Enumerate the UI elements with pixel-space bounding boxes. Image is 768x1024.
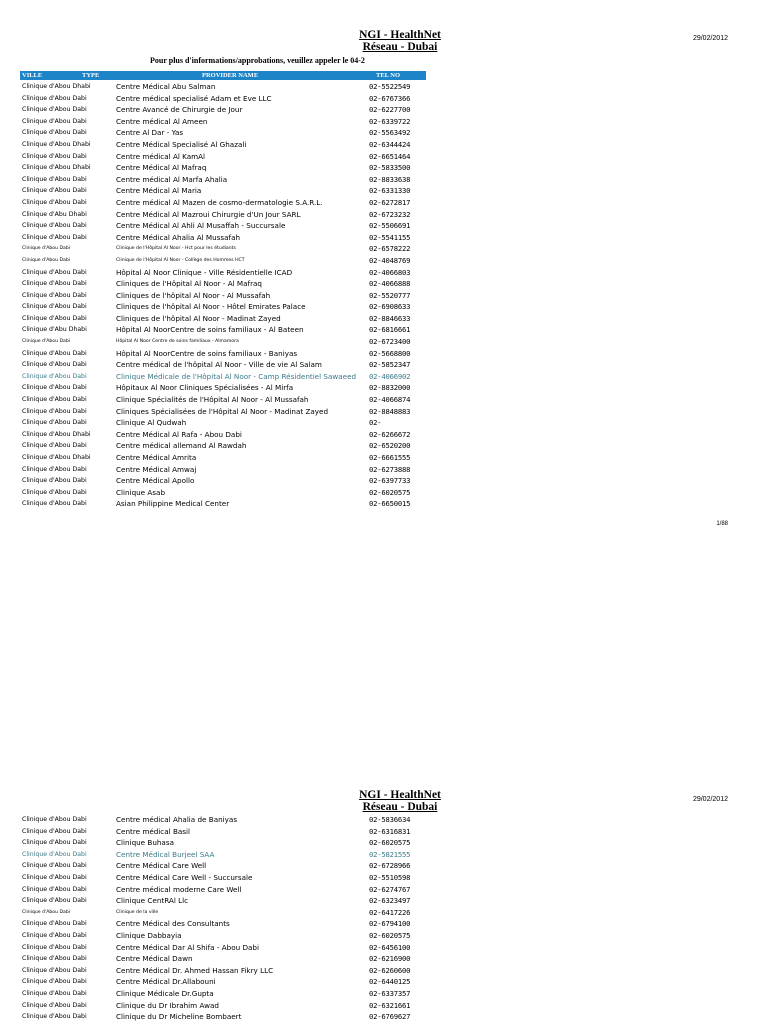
cell-city: Clinique d'Abou Dabi xyxy=(22,187,87,195)
cell-city: Clinique d'Abou Dabi xyxy=(22,349,87,357)
title-line-1: NGI - HealthNet xyxy=(359,29,441,41)
cell-city: Clinique d'Abou Dabi xyxy=(22,978,87,986)
document-date: 29/02/2012 xyxy=(692,35,728,42)
cell-tel: 02-6227700 xyxy=(369,105,411,115)
table-row xyxy=(0,953,768,965)
cell-tel: 02-6769627 xyxy=(369,1012,411,1022)
cell-city: Clinique d'Abou Dabi xyxy=(22,943,87,951)
cell-tel: 02-6650015 xyxy=(369,499,411,509)
cell-tel: 02-4048769 xyxy=(369,255,411,265)
cell-city: Clinique d'Abou Dabi xyxy=(22,1013,87,1021)
cell-city: Clinique d'Abou Dabi xyxy=(22,106,87,114)
table-row xyxy=(0,336,768,348)
cell-provider-name: Clinique du Dr Micheline Bombaert xyxy=(116,1012,242,1022)
cell-provider-name: Clinique Asab xyxy=(116,487,166,497)
table-row xyxy=(0,232,768,244)
cell-city: Clinique d'Abou Dhabi xyxy=(22,83,91,90)
cell-city: Clinique d'Abou Dabi xyxy=(22,152,87,160)
title-line-2: Réseau - Dubai xyxy=(362,41,438,53)
table-row xyxy=(0,498,768,510)
cell-provider-name: Centre médical Al KamAl xyxy=(116,151,206,161)
cell-tel: 02-6520200 xyxy=(369,441,411,451)
cell-provider-name: Centre Médical Al Maria xyxy=(116,186,202,196)
cell-city: Clinique d'Abou Dabi xyxy=(22,477,87,485)
cell-city: Clinique d'Abou Dabi xyxy=(22,372,87,380)
table-row xyxy=(0,1000,768,1012)
cell-tel: 02-4066902 xyxy=(369,371,411,381)
cell-provider-name: Centre médical allemand Al Rawdah xyxy=(116,441,247,451)
document-title xyxy=(300,789,500,813)
table-row xyxy=(0,267,768,279)
cell-city: Clinique d'Abou Dabi xyxy=(22,94,87,102)
cell-provider-name: Centre médical Al Mazen de cosmo-dermatologie S.A.R.L. xyxy=(116,197,323,207)
cell-tel: 02-6020575 xyxy=(369,838,411,848)
cell-provider-name: Clinique de l'Hôpital Al Noor - Collège des Hommes HCT xyxy=(116,257,245,263)
cell-provider-name: Centre Médical Dr. Ahmed Hassan Fikry LLC xyxy=(116,965,274,975)
cell-provider-name: Centre Médical Dawn xyxy=(116,954,193,964)
cell-tel: 02-6417226 xyxy=(369,907,411,917)
cell-tel: 02-6020575 xyxy=(369,487,411,497)
cell-provider-name: Cliniques de l'hôpital Al Noor - Al Mussafah xyxy=(116,290,271,300)
cell-city: Clinique d'Abou Dabi xyxy=(22,419,87,427)
cell-provider-name: Centre Médical Specialisé Al Ghazali xyxy=(116,139,247,149)
table-row xyxy=(0,406,768,418)
document-page-2 xyxy=(0,785,768,1024)
table-row xyxy=(0,394,768,406)
cell-tel: 02-6816661 xyxy=(369,325,411,335)
cell-city: Clinique d'Abou Dabi xyxy=(22,816,87,823)
title-line-2: Réseau - Dubai xyxy=(362,801,438,813)
table-row xyxy=(0,907,768,919)
cell-tel: 02-6728966 xyxy=(369,861,411,871)
cell-city: Clinique d'Abou Dabi xyxy=(22,873,87,881)
cell-provider-name: Centre Médical Apollo xyxy=(116,476,195,486)
table-row xyxy=(0,872,768,884)
cell-city: Clinique d'Abou Dabi xyxy=(22,396,87,404)
cell-tel: 02-6274767 xyxy=(369,884,411,894)
cell-tel: 02-6651464 xyxy=(369,151,411,161)
cell-tel: 02-6397733 xyxy=(369,476,411,486)
cell-provider-name: Centre médical de l'hôpital Al Noor - Ville de vie Al Salam xyxy=(116,360,322,370)
cell-city: Clinique d'Abou Dabi xyxy=(22,339,71,345)
table-row xyxy=(0,348,768,360)
cell-tel: 02-6337357 xyxy=(369,988,411,998)
cell-provider-name: Cliniques Spécialisées de l'Hôpital Al Noor - Madinat Zayed xyxy=(116,406,329,416)
cell-tel: 02-8832000 xyxy=(369,383,411,393)
cell-city: Clinique d'Abou Dabi xyxy=(22,897,87,905)
cell-provider-name: Clinique Spécialités de l'Hôpital Al Noor - Al Mussafah xyxy=(116,395,309,405)
cell-provider-name: Cliniques de l'hôpital Al Noor - Hôtel Emirates Palace xyxy=(116,302,306,312)
table-row xyxy=(0,452,768,464)
cell-provider-name: Clinique du Dr Ibrahim Awad xyxy=(116,1000,219,1010)
table-row xyxy=(0,382,768,394)
cell-tel: 02-6723400 xyxy=(369,337,411,347)
cell-city: Clinique d'Abou Dabi xyxy=(22,407,87,415)
cell-tel: 02-6273888 xyxy=(369,464,411,474)
table-row xyxy=(0,220,768,232)
table-row xyxy=(0,918,768,930)
cell-city: Clinique d'Abou Dabi xyxy=(22,500,87,508)
cell-provider-name: Centre médical Ahalia de Baniyas xyxy=(116,815,238,824)
cell-provider-name: Centre Médical Amwaj xyxy=(116,464,197,474)
cell-tel: 02-6216900 xyxy=(369,954,411,964)
cell-city: Clinique d'Abou Dabi xyxy=(22,1001,87,1009)
cell-provider-name: Asian Philippine Medical Center xyxy=(116,499,230,509)
cell-tel: 02-5510598 xyxy=(369,872,411,882)
cell-tel: 02-6323497 xyxy=(369,896,411,906)
table-header xyxy=(20,71,426,80)
table-row xyxy=(0,1011,768,1023)
cell-tel: 02-6260600 xyxy=(369,965,411,975)
provider-table xyxy=(0,814,768,1023)
cell-tel: 02-6661555 xyxy=(369,453,411,462)
cell-provider-name: Centre Médical Al Ahli Al Musaffah - Succursale xyxy=(116,221,286,231)
table-row xyxy=(0,139,768,151)
table-row xyxy=(0,440,768,452)
cell-city: Clinique d'Abou Dabi xyxy=(22,117,87,125)
cell-tel: 02-5852347 xyxy=(369,360,411,370)
cell-provider-name: Centre Médical Ahalia Al Mussafah xyxy=(116,232,241,242)
cell-tel: 02-6339722 xyxy=(369,116,411,126)
title-line-1: NGI - HealthNet xyxy=(359,789,441,801)
info-line: Pour plus d'informations/approbations, veuillez appeler le 04-2 xyxy=(150,56,365,65)
cell-provider-name: Cliniques de l'hôpital Al Noor - Madinat Zayed xyxy=(116,313,281,323)
table-row xyxy=(0,278,768,290)
cell-city: Clinique d'Abou Dabi xyxy=(22,268,87,276)
cell-city: Clinique d'Abu Dhabi xyxy=(22,210,87,218)
cell-provider-name: Centre Médical Al Mazroui Chirurgie d'Un Jour SARL xyxy=(116,209,301,219)
cell-provider-name: Clinique Buhasa xyxy=(116,838,174,848)
cell-tel: 02-8848883 xyxy=(369,406,411,416)
cell-tel: 02-5563492 xyxy=(369,128,411,138)
table-row xyxy=(0,976,768,988)
document-title xyxy=(300,29,500,53)
cell-provider-name: Centre Médical Burjeel SAA xyxy=(116,849,215,859)
cell-tel: 02-6578222 xyxy=(369,244,411,254)
cell-city: Clinique d'Abou Dabi xyxy=(22,198,87,206)
table-row xyxy=(0,475,768,487)
cell-city: Clinique d'Abou Dabi xyxy=(22,966,87,974)
table-row xyxy=(0,884,768,896)
cell-city: Clinique d'Abou Dabi xyxy=(22,989,87,997)
table-row xyxy=(0,313,768,325)
cell-tel: 02-8846633 xyxy=(369,313,411,323)
header-ville: VILLE xyxy=(22,72,43,79)
cell-provider-name: Centre médical Al Ameen xyxy=(116,116,208,126)
cell-provider-name: Hôpitaux Al Noor Cliniques Spécialisées - Al Mirfa xyxy=(116,383,294,393)
cell-tel: 02-6767366 xyxy=(369,93,411,103)
table-row xyxy=(0,81,768,93)
cell-tel: 02-6020575 xyxy=(369,930,411,940)
page-number: 1/88 xyxy=(716,521,728,527)
cell-city: Clinique d'Abou Dhabi xyxy=(22,164,91,172)
cell-provider-name: Clinique CentRAl Llc xyxy=(116,896,189,906)
cell-tel: 02-5520777 xyxy=(369,290,411,300)
table-row xyxy=(0,487,768,499)
cell-provider-name: Hôpital Al NoorCentre de soins familiaux - Baniyas xyxy=(116,348,298,358)
cell-tel: 02-6440125 xyxy=(369,977,411,987)
cell-city: Clinique d'Abou Dabi xyxy=(22,920,87,928)
cell-provider-name: Centre médical specialisé Adam et Eve LLC xyxy=(116,93,272,103)
cell-provider-name: Centre médical Basil xyxy=(116,826,191,836)
cell-city: Clinique d'Abou Dabi xyxy=(22,280,87,288)
cell-tel: 02- xyxy=(369,418,382,428)
cell-tel: 02-5833500 xyxy=(369,163,411,173)
cell-city: Clinique d'Abou Dabi xyxy=(22,314,87,322)
header-tel-no: TEL NO xyxy=(376,72,401,79)
table-row xyxy=(0,371,768,383)
cell-tel: 02-5541155 xyxy=(369,232,411,242)
header-provider-name: PROVIDER NAME xyxy=(202,72,259,79)
cell-tel: 02-5821555 xyxy=(369,849,411,859)
cell-city: Clinique d'Abou Dabi xyxy=(22,442,87,450)
cell-provider-name: Centre médical moderne Care Well xyxy=(116,884,242,894)
header-type: TYPE xyxy=(82,72,100,79)
cell-provider-name: Centre Médical Dar Al Shifa - Abou Dabi xyxy=(116,942,259,952)
table-row xyxy=(0,942,768,954)
table-row xyxy=(0,243,768,255)
table-row xyxy=(0,895,768,907)
table-row xyxy=(0,359,768,371)
table-row xyxy=(0,417,768,429)
table-row xyxy=(0,837,768,849)
cell-city: Clinique d'Abou Dabi xyxy=(22,909,71,915)
cell-tel: 02-6456100 xyxy=(369,942,411,952)
cell-city: Clinique d'Abou Dabi xyxy=(22,885,87,893)
cell-city: Clinique d'Abou Dhabi xyxy=(22,140,91,148)
cell-city: Clinique d'Abou Dabi xyxy=(22,488,87,496)
cell-city: Clinique d'Abou Dabi xyxy=(22,175,87,183)
table-row xyxy=(0,301,768,313)
cell-provider-name: Centre Médical Al Rafa - Abou Dabi xyxy=(116,429,242,439)
table-row xyxy=(0,849,768,861)
cell-city: Clinique d'Abou Dabi xyxy=(22,850,87,858)
cell-provider-name: Hôpital Al Noor Clinique - Ville Résidentielle ICAD xyxy=(116,267,293,277)
table-row xyxy=(0,255,768,267)
cell-city: Clinique d'Abou Dabi xyxy=(22,233,87,241)
cell-city: Clinique d'Abou Dabi xyxy=(22,303,87,311)
table-row xyxy=(0,826,768,838)
table-row xyxy=(0,209,768,221)
cell-city: Clinique d'Abou Dabi xyxy=(22,361,87,369)
cell-tel: 02-6266672 xyxy=(369,429,411,439)
cell-provider-name: Centre Al Dar - Yas xyxy=(116,128,184,138)
cell-city: Clinique d'Abou Dabi xyxy=(22,465,87,473)
cell-city: Clinique d'Abou Dabi xyxy=(22,129,87,137)
cell-city: Clinique d'Abou Dabi xyxy=(22,257,71,263)
cell-provider-name: Centre Médical Dr.Allabouni xyxy=(116,977,216,987)
table-row xyxy=(0,429,768,441)
table-row xyxy=(0,290,768,302)
table-row xyxy=(0,151,768,163)
table-row xyxy=(0,860,768,872)
cell-tel: 02-4066874 xyxy=(369,395,411,405)
cell-provider-name: Centre Médical des Consultants xyxy=(116,919,230,929)
cell-tel: 02-5836634 xyxy=(369,815,411,824)
document-date: 29/02/2012 xyxy=(692,796,728,803)
table-row xyxy=(0,197,768,209)
cell-tel: 02-5506691 xyxy=(369,221,411,231)
cell-tel: 02-6331330 xyxy=(369,186,411,196)
cell-provider-name: Hôpital Al Noor Centre de soins familiaux - Almamora xyxy=(116,339,239,345)
table-row xyxy=(0,162,768,174)
cell-tel: 02-6908633 xyxy=(369,302,411,312)
table-row xyxy=(0,988,768,1000)
table-row xyxy=(0,930,768,942)
cell-city: Clinique d'Abou Dabi xyxy=(22,384,87,392)
cell-provider-name: Clinique Médicale Dr.Gupta xyxy=(116,988,214,998)
cell-provider-name: Centre Médical Abu Salman xyxy=(116,82,216,91)
cell-provider-name: Cliniques de l'Hôpital Al Noor - Al Mafraq xyxy=(116,279,262,289)
table-row xyxy=(0,93,768,105)
cell-provider-name: Clinique de l'Hôpital Al Noor - Hct pour les étudiants xyxy=(116,246,236,252)
cell-provider-name: Centre Médical Care Well xyxy=(116,861,207,871)
cell-tel: 02-5522549 xyxy=(369,82,411,91)
table-row xyxy=(0,185,768,197)
cell-tel: 02-6272817 xyxy=(369,197,411,207)
cell-provider-name: Centre Médical Amrita xyxy=(116,453,197,462)
table-row xyxy=(0,965,768,977)
provider-table xyxy=(0,81,768,510)
cell-provider-name: Centre Médical Care Well - Succursale xyxy=(116,872,253,882)
cell-provider-name: Centre Avancé de Chirurgie de Jour xyxy=(116,105,243,115)
cell-provider-name: Clinique Médicale de l'Hôpital Al Noor - Camp Résidentiel Sawaeed xyxy=(116,371,357,381)
cell-provider-name: Centre Médical Al Mafraq xyxy=(116,163,207,173)
table-row xyxy=(0,116,768,128)
cell-provider-name: Hôpital Al NoorCentre de soins familiaux - Al Bateen xyxy=(116,325,304,335)
cell-tel: 02-6316831 xyxy=(369,826,411,836)
table-row xyxy=(0,464,768,476)
cell-city: Clinique d'Abou Dabi xyxy=(22,827,87,835)
table-row xyxy=(0,814,768,826)
cell-city: Clinique d'Abou Dabi xyxy=(22,862,87,870)
table-row xyxy=(0,127,768,139)
cell-city: Clinique d'Abou Dabi xyxy=(22,291,87,299)
cell-tel: 02-6794100 xyxy=(369,919,411,929)
cell-city: Clinique d'Abu Dhabi xyxy=(22,326,87,334)
cell-provider-name: Clinique Al Qudwah xyxy=(116,418,187,428)
cell-tel: 02-8833638 xyxy=(369,174,411,184)
cell-tel: 02-6344424 xyxy=(369,139,411,149)
cell-city: Clinique d'Abou Dhabi xyxy=(22,430,91,438)
cell-tel: 02-4066888 xyxy=(369,279,411,289)
table-row xyxy=(0,324,768,336)
cell-city: Clinique d'Abou Dhabi xyxy=(22,454,91,461)
cell-tel: 02-4066803 xyxy=(369,267,411,277)
cell-tel: 02-5668800 xyxy=(369,348,411,358)
cell-tel: 02-6321661 xyxy=(369,1000,411,1010)
cell-tel: 02-6723232 xyxy=(369,209,411,219)
cell-city: Clinique d'Abou Dabi xyxy=(22,839,87,847)
table-row xyxy=(0,104,768,116)
cell-city: Clinique d'Abou Dabi xyxy=(22,246,71,252)
table-row xyxy=(0,174,768,186)
cell-provider-name: Clinique Dabbayia xyxy=(116,930,182,940)
cell-provider-name: Clinique de la ville xyxy=(116,909,159,915)
cell-city: Clinique d'Abou Dabi xyxy=(22,955,87,963)
cell-provider-name: Centre médical Al Marfa Ahalia xyxy=(116,174,228,184)
cell-city: Clinique d'Abou Dabi xyxy=(22,931,87,939)
cell-city: Clinique d'Abou Dabi xyxy=(22,222,87,230)
